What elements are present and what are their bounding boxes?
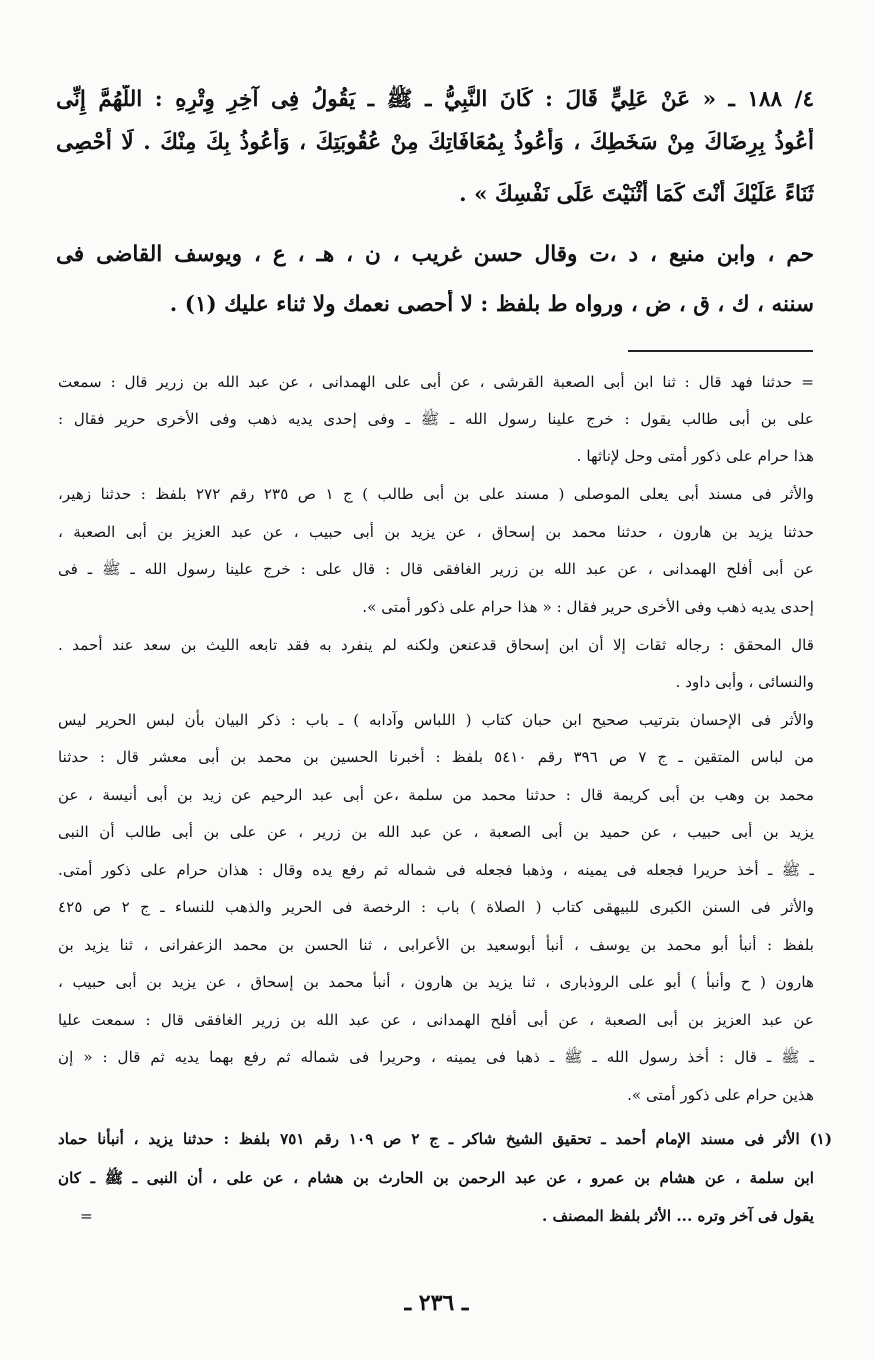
footnote-line: عن عبد العزيز بن أبى الصعبة ، عن أبى أفلح الهمدانى ، عن عبد الله بن زرير الغافقى قال : سمعت عليا <box>58 1011 814 1029</box>
hadith-line: ٤/ ١٨٨ ـ « عَنْ عَلِيٍّ قَالَ : كَانَ النَّبِيُّ ـ ﷺ ـ يَقُولُ فِى آخِرِ وِتْرِهِ : اللَّهُمَّ إِنِّى <box>56 87 814 112</box>
footnote-line: ـ ﷺ ـ أخذ حريرا فجعله فى يمينه ، وذهبا فجعله فى شماله ثم رفع يده وقال : هذان حرام على ذكور أمتى. <box>58 861 814 879</box>
footnote-line: يزيد بن أبى حبيب ، عن حميد بن أبى الصعبة ، عن عبد الله بن زرير ، عن على بن أبى طالب أن النبى <box>58 823 814 841</box>
footnote-line: إحدى يديه ذهب وفى الأخرى حرير فقال : « هذا حرام على ذكور أمتى ». <box>362 598 814 616</box>
footnote-line: والنسائى ، وأبى داود . <box>675 673 814 691</box>
footnote-line: حدثنا يزيد بن هارون ، حدثنا محمد بن إسحاق ، عن يزيد بن أبى حبيب ، عن عبد العزيز بن أبى الصعبة ، <box>58 523 814 541</box>
takhrij-line: حم ، وابن منيع ، د ،ت وقال حسن غريب ، ن ، هـ ، ع ، ويوسف القاضى فى <box>56 242 814 267</box>
footnote-line: ابن سلمة ، عن هشام بن عمرو ، عن عبد الرحمن بن الحارث بن هشام ، عن على ، أن النبى ـ ﷺ ـ كان <box>58 1169 814 1187</box>
footnote-line: يقول فى آخر وتره ... الأثر بلفظ المصنف . <box>542 1207 814 1225</box>
footnote-line: من لباس المتقين ـ ج ٧ ص ٣٩٦ رقم ٥٤١٠ بلفظ : أخبرنا الحسين بن محمد بن أبى معشر قال : حدثنا <box>58 748 814 766</box>
page-number: ـ ٢٣٦ ـ <box>404 1290 469 1316</box>
footnote-line: على بن أبى طالب يقول : خرج علينا رسول الله ـ ﷺ ـ وفى إحدى يديه ذهب وفى الأخرى حرير فقال : <box>58 410 814 428</box>
footnote-line: هذين حرام على ذكور أمتى ». <box>627 1086 814 1104</box>
footnote-line: = حدثنا فهد قال : ثنا ابن أبى الصعبة القرشى ، عن أبى على الهمدانى ، عن عبد الله بن زرير قال : سمعت <box>58 373 814 391</box>
footnote-line: هارون ( ح وأنبأ ) أبو على الروذبارى ، ثنا يزيد بن هارون ، أنبأ محمد بن إسحاق ، عن يزيد بن أبى حبيب ، <box>58 973 814 991</box>
footnote-separator <box>628 350 813 352</box>
continuation-mark: = <box>80 1207 93 1225</box>
takhrij-line: سننه ، ك ، ق ، ض ، ورواه ط بلفظ : لا أحصى نعمك ولا ثناء عليك (١) . <box>169 292 814 317</box>
footnote-line: قال المحقق : رجاله ثقات إلا أن ابن إسحاق قدعنعن ولكنه لم ينفرد به فقد تابعه الليث بن سعد عند أحمد . <box>58 636 814 654</box>
footnote-line: هذا حرام على ذكور أمتى وحل لإناثها . <box>576 447 814 465</box>
footnote-line: والأثر فى مسند أبى يعلى الموصلى ( مسند على بن أبى طالب ) ج ١ ص ٢٣٥ رقم ٢٧٢ بلفظ : حدثنا زهير، <box>58 485 814 503</box>
footnote-line: والأثر فى السنن الكبرى للبيهقى كتاب ( الصلاة ) باب : الرخصة فى الحرير والذهب للنساء ـ ج ٢ ص ٤٢٥ <box>58 898 814 916</box>
hadith-line: ثَنَاءً عَلَيْكَ أَنْتَ كَمَا أَثْنَيْتَ عَلَى نَفْسِكَ » . <box>459 182 814 207</box>
footnote-line: محمد بن وهب بن أبى كريمة قال : حدثنا محمد من سلمة ،عن أبى عبد الرحيم عن زيد بن أبى أنيسة ، عن <box>58 786 814 804</box>
footnote-line: بلفظ : أنبأ أبو محمد بن يوسف ، أنبأ أبوسعيد بن الأعرابى ، ثنا الحسن بن محمد الزعفرانى ، ثنا يزيد بن <box>58 936 814 954</box>
footnote-line: والأثر فى الإحسان بترتيب صحيح ابن حبان كتاب ( اللباس وآدابه ) ـ باب : ذكر البيان بأن لبس الحرير ليس <box>58 711 814 729</box>
footnote-line: ـ ﷺ ـ قال : أخذ رسول الله ـ ﷺ ـ ذهبا فى يمينه ، وحريرا فى شماله ثم رفع بهما يديه ثم قال : « إن <box>58 1048 814 1066</box>
footnote-line: (١) الأثر فى مسند الإمام أحمد ـ تحقيق الشيخ شاكر ـ ج ٢ ص ١٠٩ رقم ٧٥١ بلفظ : حدثنا يزيد ، أنبأنا حماد <box>58 1130 832 1148</box>
footnote-line: عن أبى أفلح الهمدانى ، عن عبد الله بن زرير الغافقى قال : قال على : خرج علينا رسول الله ـ ﷺ ـ فى <box>58 560 814 578</box>
hadith-line: أَعُوذُ بِرِضَاكَ مِنْ سَخَطِكَ ، وَأَعُوذُ بِمُعَافَاتِكَ مِنْ عُقُوبَتِكَ ، وَأَعُوذُ بِكَ مِنْكَ . لَا أُحْصِى <box>56 130 814 155</box>
